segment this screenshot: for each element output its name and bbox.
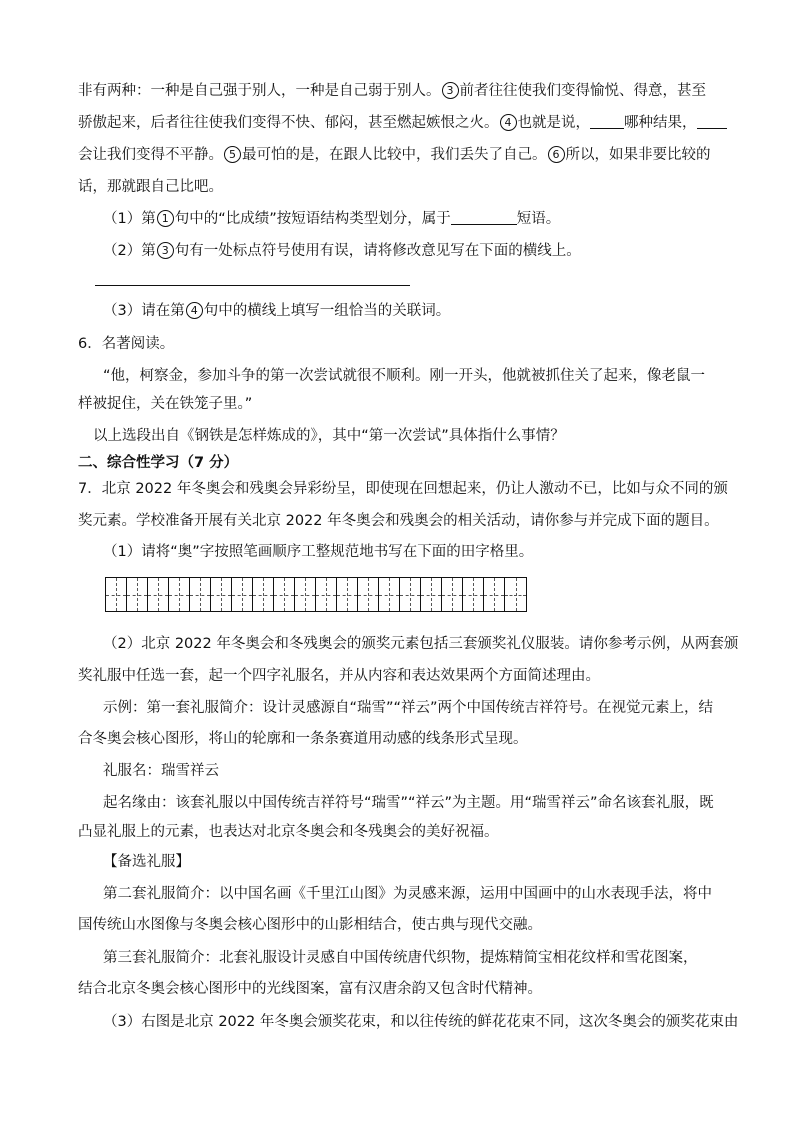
grid-cell[interactable] <box>148 578 169 611</box>
circled-number-4: 4 <box>186 302 203 319</box>
passage-text: 哪种结果， <box>624 115 697 131</box>
set2-line-1: 第二套礼服简介：以中国名画《千里江山图》为灵感来源，运用中国画中的山水表现手法，将中 <box>103 886 712 902</box>
answer-blank[interactable] <box>451 210 517 225</box>
passage-text: 非有两种：一种是自己强于别人，一种是自己弱于别人。 <box>78 83 441 99</box>
grid-cell[interactable] <box>211 578 232 611</box>
question-text: （2）第 <box>103 243 156 259</box>
passage-text: 所以，如果非要比较的 <box>565 147 711 163</box>
question-text: （3）请在第 <box>103 303 185 319</box>
circled-number-3: 3 <box>442 82 459 99</box>
fill-blank[interactable] <box>697 114 727 129</box>
q7-line-2: 奖元素。学校准备开展有关北京 2022 年冬奥会和残奥会的相关活动，请你参与并完成下面的题目。 <box>78 513 719 529</box>
passage-text: 最可怕的是，在跟人比较中，我们丢失了自己。 <box>242 147 547 163</box>
passage-line-3 <box>78 145 711 165</box>
quote-line-2: 样被捉住，关在铁笼子里。” <box>78 396 253 412</box>
example-line-2: 合冬奥会核心图形，将山的轮廓和一条条赛道用动感的线条形式呈现。 <box>78 731 528 747</box>
answer-line[interactable] <box>95 285 410 286</box>
circled-number-1: 1 <box>157 210 174 227</box>
grid-cell[interactable] <box>442 578 463 611</box>
question-text: （1）第 <box>103 211 156 227</box>
passage-line-4: 话，那就跟自己比吧。 <box>78 179 223 195</box>
question-1 <box>103 209 560 229</box>
question-text: 句有一处标点符号使用有误，请将修改意见写在下面的横线上。 <box>174 243 581 259</box>
passage-text: 骄傲起来，后者往往使我们变得不快、郁闷，甚至燃起嫉恨之火。 <box>78 115 499 131</box>
grid-cell[interactable] <box>484 578 505 611</box>
reason-line-1: 起名缘由：该套礼服以中国传统吉祥符号“瑞雪”“祥云”为主题。用“瑞雪祥云”命名该套礼服，既 <box>103 795 714 811</box>
example-line-1: 示例：第一套礼服简介：设计灵感源自“瑞雪”“祥云”两个中国传统吉祥符号。在视觉元素上，结 <box>103 700 714 716</box>
grid-cell[interactable] <box>400 578 421 611</box>
grid-cell[interactable] <box>463 578 484 611</box>
passage-line-2 <box>78 113 727 133</box>
costume-name: 礼服名：瑞雪祥云 <box>103 763 219 779</box>
circled-number-5: 5 <box>224 146 241 163</box>
question-text: 短语。 <box>516 211 561 227</box>
question-6-text: 以上选段出自《钢铁是怎样炼成的》，其中“第一次尝试”具体指什么事情？ <box>93 428 565 444</box>
grid-cell[interactable] <box>505 578 526 611</box>
question-3 <box>103 301 450 321</box>
grid-cell[interactable] <box>106 578 127 611</box>
section-title: 二、综合性学习（7 分） <box>78 455 239 471</box>
grid-cell[interactable] <box>190 578 211 611</box>
grid-cell[interactable] <box>169 578 190 611</box>
circled-number-3: 3 <box>157 242 174 259</box>
passage-text: 会让我们变得不平静。 <box>78 147 223 163</box>
grid-cell[interactable] <box>337 578 358 611</box>
q7-sub3: （3）右图是北京 2022 年冬奥会颁奖花束，和以往传统的鲜花花束不同，这次冬奥会的颁奖花束由 <box>103 1014 739 1030</box>
question-text: 句中的“比成绩”按短语结构类型划分，属于 <box>174 211 451 227</box>
question-2 <box>103 241 581 261</box>
quote-line-1: “他，柯察金，参加斗争的第一次尝试就很不顺利。刚一开头，他就被抓住关了起来，像老鼠一 <box>103 368 706 384</box>
grid-cell[interactable] <box>358 578 379 611</box>
grid-cell[interactable] <box>274 578 295 611</box>
set2-line-2: 国传统山水图像与冬奥会核心图形中的山影相结合，使古典与现代交融。 <box>78 917 542 933</box>
backup-heading: 【备选礼服】 <box>103 854 190 870</box>
q7-line-1: 7．北京 2022 年冬奥会和残奥会异彩纷呈，即使现在回想起来，仍让人激动不已，比如与众不同的颁 <box>78 481 728 497</box>
tianzige-grid[interactable] <box>105 577 527 612</box>
question-6-title: 6．名著阅读。 <box>78 336 175 352</box>
grid-cell[interactable] <box>253 578 274 611</box>
fill-blank[interactable] <box>590 114 624 129</box>
set3-line-2: 结合北京冬奥会核心图形中的光线图案，富有汉唐余韵又包含时代精神。 <box>78 981 542 997</box>
reason-line-2: 凸显礼服上的元素，也表达对北京冬奥会和冬残奥会的美好祝福。 <box>78 824 499 840</box>
passage-line-1 <box>78 81 706 101</box>
grid-cell[interactable] <box>316 578 337 611</box>
grid-cell[interactable] <box>295 578 316 611</box>
circled-number-4: 4 <box>500 114 517 131</box>
q7-sub2-line-1: （2）北京 2022 年冬奥会和冬残奥会的颁奖元素包括三套颁奖礼仪服装。请你参考示例，从两套颁 <box>103 636 739 652</box>
passage-text: 也就是说， <box>517 115 590 131</box>
grid-cell[interactable] <box>232 578 253 611</box>
grid-cell[interactable] <box>421 578 442 611</box>
circled-number-6: 6 <box>548 146 565 163</box>
grid-cell[interactable] <box>379 578 400 611</box>
grid-cell[interactable] <box>127 578 148 611</box>
set3-line-1: 第三套礼服简介：北套礼服设计灵感自中国传统唐代织物，提炼精简宝相花纹样和雪花图案， <box>103 950 698 966</box>
passage-text: 前者往往使我们变得愉悦、得意，甚至 <box>459 83 706 99</box>
q7-sub1: （1）请将“奥”字按照笔画顺序工整规范地书写在下面的田字格里。 <box>103 544 534 560</box>
question-text: 句中的横线上填写一组恰当的关联词。 <box>203 303 451 319</box>
q7-sub2-line-2: 奖礼服中任选一套，起一个四字礼服名，并从内容和表达效果两个方面简述理由。 <box>78 668 600 684</box>
